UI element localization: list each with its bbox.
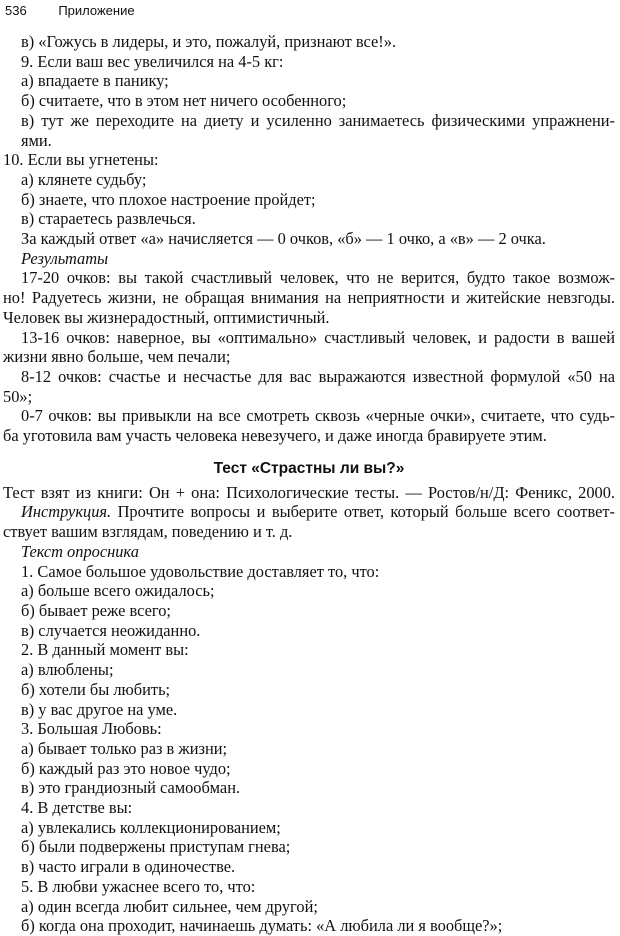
page-header (5, 3, 135, 18)
questionnaire-section (3, 483, 615, 936)
text-line: в) часто играли в одиночестве. (21, 857, 236, 877)
text-line: б) когда она проходит, начинаешь думать: «А любила ли я вообще?»; (21, 916, 503, 936)
text-line: а) больше всего ожидалось; (21, 581, 215, 601)
text-line: б) считаете, что в этом нет ничего особенного; (21, 91, 347, 111)
text-line: Текст опросника (21, 541, 139, 561)
text-line: 50»; (3, 386, 33, 406)
text-line: 0-7 очков: вы привыкли на все смотреть сквозь «черные очки», считаете, что судь- (21, 406, 615, 426)
text-line: но! Радуетесь жизни, не обращая внимания на неприятности и житейские невзгоды. (3, 288, 615, 308)
text-line: в) «Гожусь в лидеры, и это, пожалуй, признают все!». (21, 32, 397, 51)
text-line: в) это грандиозный самообман. (21, 778, 241, 798)
text-line: б) были подвержены приступам гнева; (21, 837, 291, 857)
text-line: б) знаете, что плохое настроение пройдет; (21, 189, 316, 209)
text-line: б) каждый раз это новое чудо; (21, 758, 231, 778)
text-line: За каждый ответ «а» начисляется — 0 очков, «б» — 1 очко, а «в» — 2 очка. (21, 229, 546, 249)
text-line: 4. В детстве вы: (21, 798, 133, 818)
italic-lead: Инструкция. (21, 502, 112, 522)
text-line: в) тут же переходите на диету и усиленно занимаетесь физическими упражнени- (21, 110, 615, 130)
text-line: 10. Если вы угнетены: (3, 150, 159, 170)
page-body (3, 32, 615, 936)
text-line: ями. (21, 130, 52, 150)
results-section (3, 32, 615, 446)
section-title: Тест «Страстны ли вы?» (213, 459, 405, 477)
text-line: 17-20 очков: вы такой счастливый человек, что не верится, будто такое возмож- (21, 268, 615, 288)
text-line: 3. Большая Любовь: (21, 719, 162, 739)
text-line: жизни явно больше, чем печали; (3, 347, 231, 367)
text-line: 9. Если ваш вес увеличился на 4-5 кг: (21, 51, 284, 71)
text-line: 8-12 очков: счастье и несчастье для вас выражаются известной формулой «50 на (21, 366, 615, 386)
running-title: Приложение (58, 3, 135, 18)
text-line: в) у вас другое на уме. (21, 699, 178, 719)
text-line: б) бывает реже всего; (21, 600, 171, 620)
text-line: а) влюблены; (21, 660, 114, 680)
text-line: 5. В любви ужаснее всего то, что: (21, 876, 256, 896)
text-line: а) бывает только раз в жизни; (21, 738, 228, 758)
text-line: а) клянете судьбу; (21, 169, 147, 189)
text-line: а) один всегда любит сильнее, чем другой; (21, 896, 318, 916)
text-line: Инструкция. Прочтите вопросы и выберите ответ, который больше всего соответ- (21, 502, 615, 522)
text-line: Человек вы жизнерадостный, оптимистичный. (3, 307, 330, 327)
text-line: а) впадаете в панику; (21, 71, 169, 91)
text-line: б) хотели бы любить; (21, 679, 171, 699)
text-line: а) увлекались коллекционированием; (21, 817, 281, 837)
text-line: Результаты (21, 248, 109, 268)
text-line: 13-16 очков: наверное, вы «оптимально» счастливый человек, и радости в вашей (21, 327, 615, 347)
text-line: ба уготовила вам участь человека невезучего, и даже иногда бравируете этим. (3, 426, 547, 446)
page-number: 536 (5, 3, 27, 18)
text-line: в) случается неожиданно. (21, 620, 201, 640)
text-line: в) стараетесь развлечься. (21, 209, 196, 229)
text-line: 2. В данный момент вы: (21, 640, 189, 660)
text-line: ствует вашим взглядам, поведению и т. д. (3, 522, 293, 542)
text-line: Тест взят из книги: Он + она: Психологические тесты. — Ростов/н/Д: Феникс, 2000. (3, 482, 615, 502)
text-line: 1. Самое большое удовольствие доставляет то, что: (21, 561, 380, 581)
